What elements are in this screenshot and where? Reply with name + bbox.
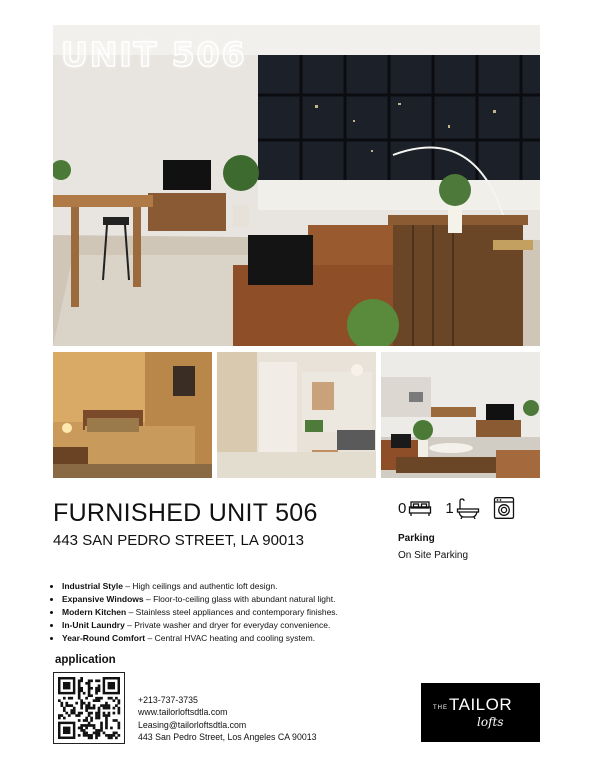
kitchen-photo xyxy=(381,352,540,478)
contact-address: 443 San Pedro Street, Los Angeles CA 90013 xyxy=(138,731,317,742)
bathroom-photo xyxy=(217,352,376,478)
feature-label: Expansive Windows xyxy=(62,594,144,605)
parking-label: Parking xyxy=(398,533,435,544)
logo-tailor: TAILOR xyxy=(449,695,513,714)
feature-text: – High ceilings and authentic loft design. xyxy=(122,581,278,591)
hero-photo xyxy=(53,25,540,346)
qr-code-icon[interactable] xyxy=(54,673,124,743)
amenity-icons xyxy=(398,496,516,520)
feature-text: – Private washer and dryer for everyday convenience. xyxy=(124,620,331,631)
bedroom-count: 0 xyxy=(398,499,407,517)
feature-label: Modern Kitchen xyxy=(62,607,127,618)
unit-neon-sign: UNIT 506 xyxy=(61,35,247,74)
feature-text: – Stainless steel appliances and contemporary finishes. xyxy=(126,607,338,618)
bedroom-photo xyxy=(53,352,212,478)
feature-text: – Floor-to-ceiling glass with abundant natural light. xyxy=(143,594,336,605)
list-item xyxy=(62,606,422,619)
listing-address: 443 SAN PEDRO STREET, LA 90013 xyxy=(53,532,304,549)
list-item xyxy=(62,593,422,606)
application-label: application xyxy=(55,654,116,666)
logo-lofts: lofts xyxy=(477,715,504,729)
feature-list xyxy=(48,580,422,645)
washing-machine-icon xyxy=(492,497,516,519)
bathroom-count: 1 xyxy=(445,499,454,517)
list-item xyxy=(62,619,422,632)
list-item xyxy=(62,632,422,645)
bathtub-icon xyxy=(456,497,480,519)
contact-block xyxy=(138,694,317,743)
feature-label: Industrial Style xyxy=(62,581,123,591)
bed-icon xyxy=(408,497,432,519)
list-item xyxy=(62,580,422,593)
listing-title: FURNISHED UNIT 506 xyxy=(53,499,318,527)
qr-code-frame[interactable] xyxy=(53,672,125,744)
feature-label: Year-Round Comfort xyxy=(62,633,146,644)
phone-number[interactable]: +213-737-3735 xyxy=(138,695,198,705)
tailor-lofts-logo xyxy=(421,683,540,742)
parking-value: On Site Parking xyxy=(398,550,469,561)
logo-the: THE xyxy=(433,705,448,711)
feature-label: In-Unit Laundry xyxy=(62,620,125,631)
website-link[interactable]: www.tailorloftsdtla.com xyxy=(138,707,228,718)
feature-text: – Central HVAC heating and cooling system. xyxy=(145,633,316,644)
email-link[interactable]: Leasing@tailorloftsdtla.com xyxy=(138,719,247,730)
